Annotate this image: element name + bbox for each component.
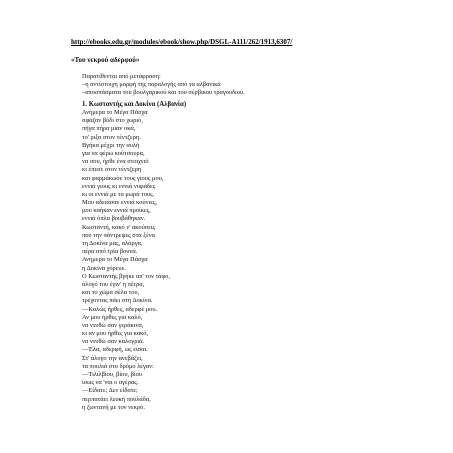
intro-block xyxy=(82,73,245,97)
poem-line: —Είδατε; Δεν είδατε; xyxy=(82,387,138,395)
poem-line: Αν μου ήρθες για καλό, xyxy=(82,313,143,321)
poem-line: Ανήμερα το Μέγα Πάσχα xyxy=(82,256,148,264)
poem-line: άλογό του έγιν' η πέτρα, xyxy=(82,280,145,288)
poem-line: για να φέρω κούτσουρα, xyxy=(82,149,145,157)
intro-line: –η αντίστοιχη μορφή της παραλογής από τα αλβανικά xyxy=(82,81,221,88)
poem-line: Κωσταντή, κακό ν' ακούσεις xyxy=(82,223,156,231)
poem-line: —Καλώς ήρθες, αδερφέ μου. xyxy=(82,305,158,313)
poem-line: Μου αδειάσαν εννιά κούνιες, xyxy=(82,199,158,207)
poem-line: πήγα πήρα μιαν οκά, xyxy=(82,125,136,133)
poem-line: εννιά όπλα βουβάθηκαν. xyxy=(82,215,146,223)
poem-line: —Τιλιλβίου, βίου, βίου xyxy=(82,371,143,378)
poem-line: Βγήκα μέχρι την αυλή xyxy=(82,141,140,149)
poem-line: τρέχοντας πάει στη Δοκίνα. xyxy=(82,297,153,305)
poem-line: να ντυθώ σαν καλογριά. xyxy=(82,338,145,346)
document-title: «Του νεκρού αδερφού» xyxy=(71,56,140,64)
poem-line: περπατάει λευκή πουλάδα, xyxy=(82,395,151,403)
poem-line: η ζωντανή με τον νεκρό. xyxy=(82,403,145,411)
poem-line: κι αν μου ήρθες για κακό, xyxy=(82,330,149,338)
poem-line: και φαρμάκωσε τους γιους μου, xyxy=(82,174,164,182)
poem-line: και το χώμα σέλα του, xyxy=(82,289,140,297)
poem-line: κι έπεσε στον τέντζερη xyxy=(82,166,142,174)
poem-line: σφάζαν βόδι στο χωριό, xyxy=(82,117,143,125)
poem-line: το' ριξα στον τέντζερη. xyxy=(82,133,141,141)
poem-line: κι οι εννιά με τα μωρά τους. xyxy=(82,190,155,198)
source-link[interactable]: http://ebooks.edu.gr/modules/ebook/show.php/DSGL-A111/262/1913,6307/ xyxy=(71,38,293,46)
poem-line: μου καήκαν εννιά προίκες, xyxy=(82,207,151,215)
intro-line: Παρατίθενται από μετάφραση: xyxy=(82,73,161,80)
poem-line: Στ' άλογο την ανεβάζει, xyxy=(82,354,143,362)
poem-line: να ντυθώ σαν γεράκινα, xyxy=(82,321,144,329)
poem-line: Ο Κωσταντής βγήκε απ' τον τάφο, xyxy=(82,272,170,280)
poem-line: η Δοκίνα χόρευε. xyxy=(82,264,126,272)
poem-line: τη Δοκίνα μας, αλάργα, xyxy=(82,240,143,247)
poem-line: —Έλα, αδερφή, ως είσαι. xyxy=(82,346,148,354)
poem-line: που την πάντρεψες στα ξένα xyxy=(82,231,156,239)
poem-line: Ανήμερα το Μέγα Πάσχα xyxy=(82,109,148,116)
poem-line: να σου, ήρθε ένα στοιχειό xyxy=(82,158,149,166)
intro-line: –αποσπάσματα του βουλγαρικού και του σέρβικου τραγουδιού. xyxy=(82,89,245,96)
poem-body xyxy=(82,109,170,412)
poem-title: 1. Κωσταντής και Δοκίνα (Αλβανία) xyxy=(82,101,187,108)
poem-line: πέρα από τρία βουνά. xyxy=(82,248,138,256)
poem-line: τα πουλιά στο δρόμο λέγαν: xyxy=(82,362,154,370)
poem-line: εννιά γιους κι εννιά νυφάδες xyxy=(82,182,156,190)
poem-line: ίσως να 'ναι ο αγέρας. xyxy=(82,379,139,387)
